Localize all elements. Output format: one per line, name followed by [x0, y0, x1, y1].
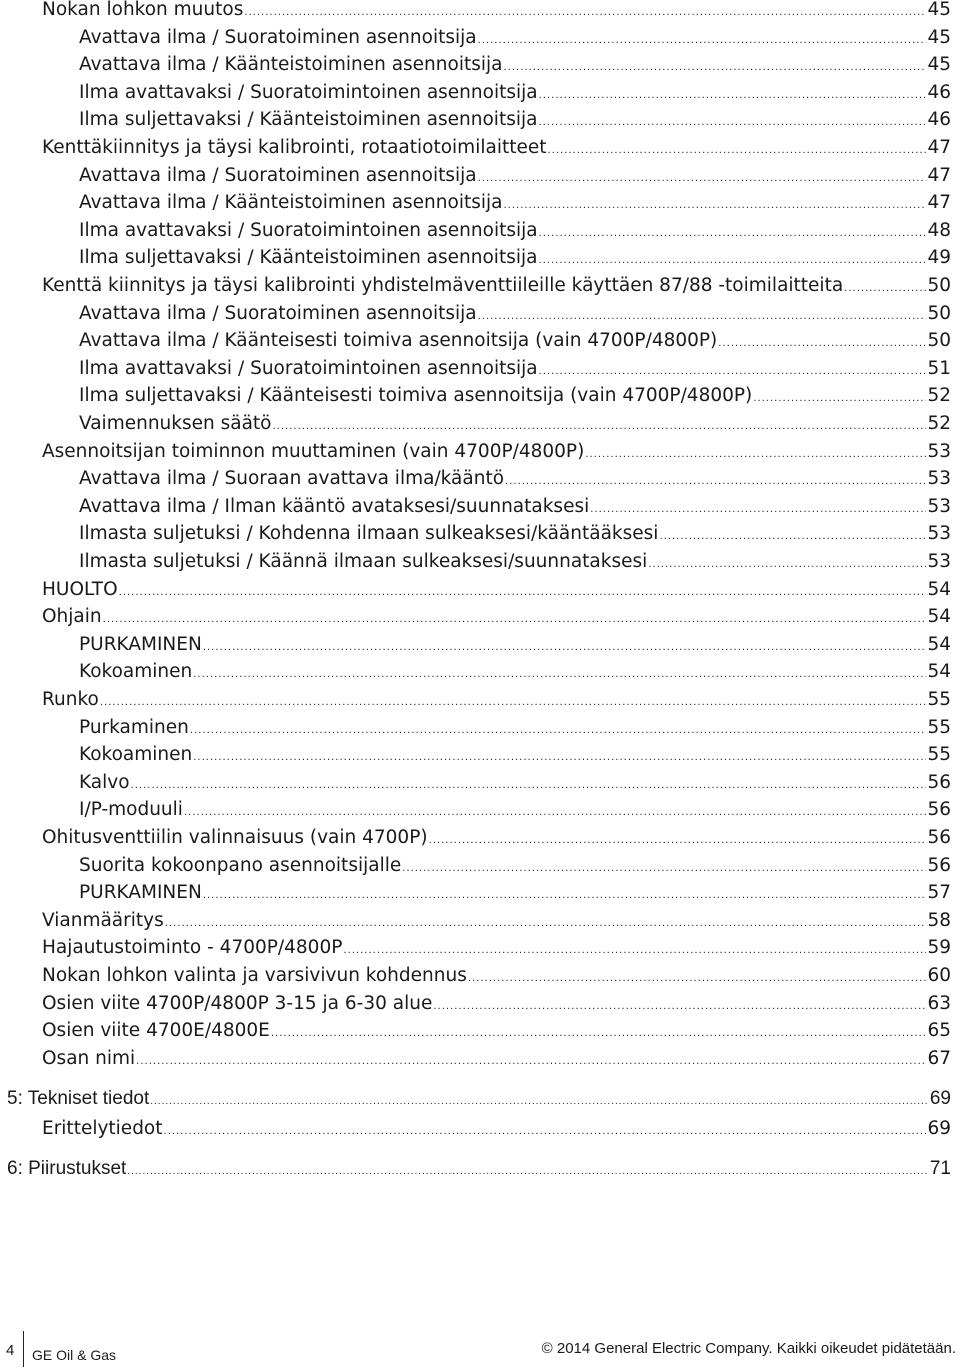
toc-entry-page: 56	[927, 771, 951, 793]
toc-entry[interactable]	[79, 495, 951, 522]
toc-entry[interactable]	[79, 219, 951, 246]
toc-dot-leader	[539, 360, 927, 384]
toc-entry-title: Kenttäkiinnitys ja täysi kalibrointi, rotaatiotoimilaitteet	[42, 137, 547, 158]
toc-entry[interactable]	[79, 246, 951, 273]
toc-entry[interactable]	[79, 164, 951, 191]
toc-entry[interactable]	[79, 26, 951, 53]
toc-entry-title: Avattava ilma / Suoratoiminen asennoitsija	[79, 302, 477, 324]
toc-entry-page: 54	[927, 633, 951, 655]
toc-entry-page: 46	[927, 81, 951, 103]
toc-entry-page: 56	[927, 799, 951, 821]
toc-dot-leader	[193, 746, 926, 770]
toc-dot-leader	[273, 415, 927, 439]
toc-entry-title: Ohitusventtiilin valinnaisuus (vain 4700P)	[42, 827, 428, 848]
toc-dot-leader	[505, 470, 926, 494]
toc-entry[interactable]	[79, 467, 951, 494]
toc-entry[interactable]	[7, 1087, 951, 1114]
toc-dot-leader	[468, 967, 927, 991]
toc-entry-title: PURKAMINEN	[79, 633, 202, 655]
toc-entry[interactable]	[79, 302, 951, 329]
toc-entry-page: 54	[927, 661, 951, 683]
toc-dot-leader	[503, 194, 926, 218]
toc-entry[interactable]	[42, 0, 951, 25]
toc-dot-leader	[547, 139, 926, 163]
toc-dot-leader	[659, 525, 926, 549]
toc-dot-leader	[119, 581, 927, 605]
toc-entry-title: Erittelytiedot	[42, 1117, 163, 1139]
toc-entry[interactable]	[79, 743, 951, 770]
toc-dot-leader	[590, 498, 926, 522]
toc-dot-leader	[478, 29, 927, 53]
toc-entry-title: Avattava ilma / Suoratoiminen asennoitsija	[79, 164, 477, 186]
toc-entry[interactable]	[79, 81, 951, 108]
toc-entry-page: 47	[927, 192, 951, 214]
toc-entry-title: Kokoaminen	[79, 744, 193, 766]
toc-entry-title: HUOLTO	[42, 578, 118, 600]
toc-entry-title: Kokoaminen	[79, 661, 193, 683]
toc-dot-leader	[203, 636, 927, 660]
toc-entry-title: Ilma suljettavaksi / Käänteistoiminen asennoitsija	[79, 247, 538, 269]
toc-entry[interactable]	[42, 1117, 951, 1144]
toc-entry-page: 50	[927, 330, 951, 352]
toc-dot-leader	[539, 84, 927, 108]
toc-dot-leader	[150, 1090, 929, 1114]
toc-entry[interactable]	[42, 274, 951, 301]
toc-entry-page: 52	[927, 385, 951, 407]
toc-entry[interactable]	[7, 1157, 951, 1184]
toc-entry[interactable]	[79, 412, 951, 439]
toc-entry-page: 53	[927, 523, 951, 545]
toc-dot-leader	[844, 277, 926, 301]
toc-entry[interactable]	[79, 357, 951, 384]
toc-entry-title: Avattava ilma / Suoraan avattava ilma/kääntö	[79, 468, 505, 490]
toc-dot-leader	[718, 332, 926, 356]
toc-dot-leader	[433, 995, 926, 1019]
toc-dot-leader	[127, 1160, 929, 1184]
toc-entry[interactable]	[42, 136, 951, 163]
toc-entry-title: PURKAMINEN	[79, 882, 202, 904]
toc-entry-page: 49	[927, 247, 951, 269]
toc-dot-leader	[203, 884, 927, 908]
toc-entry[interactable]	[79, 384, 951, 411]
toc-entry-title: Kalvo	[79, 771, 130, 793]
toc-entry-title: Nokan lohkon muutos	[42, 0, 244, 20]
toc-dot-leader	[343, 939, 926, 963]
toc-entry-title: Ilma avattavaksi / Suoratoimintoinen asennoitsija	[79, 357, 538, 379]
toc-dot-leader	[165, 912, 927, 936]
toc-entry-title: Osien viite 4700E/4800E	[42, 1020, 270, 1042]
toc-entry-page: 45	[927, 26, 951, 48]
toc-dot-leader	[402, 857, 926, 881]
toc-entry-title: Asennoitsijan toiminnon muuttaminen (vain 4700P/4800P)	[42, 440, 585, 462]
toc-entry-page: 57	[927, 882, 951, 904]
toc-entry[interactable]	[42, 1047, 951, 1074]
toc-entry[interactable]	[79, 53, 951, 80]
toc-dot-leader	[136, 1050, 926, 1074]
toc-dot-leader	[193, 663, 926, 687]
toc-dot-leader	[478, 167, 927, 191]
toc-entry-title: Avattava ilma / Ilman kääntö avataksesi/suunnataksesi	[79, 495, 590, 517]
toc-entry-page: 46	[927, 109, 951, 131]
toc-entry[interactable]	[42, 826, 951, 853]
toc-entry-title: Avattava ilma / Käänteistoiminen asennoitsija	[79, 192, 503, 214]
toc-entry-page: 69	[929, 1087, 951, 1109]
toc-entry-page: 48	[927, 219, 951, 241]
toc-entry-page: 56	[927, 854, 951, 876]
toc-entry[interactable]	[79, 191, 951, 218]
toc-entry-page: 59	[927, 937, 951, 959]
toc-entry-title: Vaimennuksen säätö	[79, 413, 272, 434]
toc-entry-title: Ilmasta suljetuksi / Kohdenna ilmaan sulkeaksesi/kääntääksesi	[79, 523, 659, 545]
toc-dot-leader	[538, 249, 926, 273]
toc-entry[interactable]	[79, 716, 951, 743]
footer-divider	[23, 1331, 24, 1367]
toc-entry-page: 45	[927, 0, 951, 20]
page-number: 4	[6, 1342, 15, 1359]
toc-entry-page: 56	[927, 827, 951, 848]
toc-entry[interactable]	[42, 909, 951, 936]
toc-entry-page: 69	[927, 1117, 951, 1139]
toc-entry[interactable]	[42, 936, 951, 963]
toc-dot-leader	[648, 553, 926, 577]
toc-entry-title: Nokan lohkon valinta ja varsivivun kohdennus	[42, 965, 467, 986]
toc-dot-leader	[503, 56, 926, 80]
toc-entry-title: I/P-moduuli	[79, 799, 183, 821]
toc-entry-page: 47	[927, 137, 951, 158]
toc-entry-page: 60	[927, 965, 951, 986]
toc-entry-page: 53	[927, 495, 951, 517]
toc-entry-page: 53	[927, 440, 951, 462]
toc-entry-page: 50	[927, 302, 951, 324]
toc-entry-title: Ilma suljettavaksi / Käänteistoiminen asennoitsija	[79, 109, 538, 131]
toc-entry-title: Suorita kokoonpano asennoitsijalle	[79, 854, 402, 876]
toc-dot-leader	[184, 801, 927, 825]
toc-dot-leader	[753, 387, 926, 411]
toc-entry[interactable]	[79, 329, 951, 356]
toc-entry-title: Ilmasta suljetuksi / Käännä ilmaan sulkeaksesi/suunnataksesi	[79, 551, 648, 572]
toc-entry-page: 55	[927, 744, 951, 766]
toc-dot-leader	[585, 443, 926, 467]
toc-entry-title: Ilma suljettavaksi / Käänteisesti toimiva asennoitsija (vain 4700P/4800P)	[79, 385, 753, 407]
toc-entry-title: Osan nimi	[42, 1047, 136, 1069]
toc-entry[interactable]	[42, 992, 951, 1019]
toc-entry-page: 63	[927, 992, 951, 1014]
page-footer	[0, 1330, 960, 1368]
toc-entry-title: Runko	[42, 689, 99, 710]
toc-entry-title: Avattava ilma / Käänteisesti toimiva asennoitsija (vain 4700P/4800P)	[79, 330, 718, 352]
toc-entry-title: Osien viite 4700P/4800P 3-15 ja 6-30 alue	[42, 992, 433, 1014]
toc-dot-leader	[244, 1, 926, 25]
toc-entry[interactable]	[79, 660, 951, 687]
toc-entry[interactable]	[79, 798, 951, 825]
toc-entry-title: Hajautustoiminto - 4700P/4800P	[42, 937, 343, 959]
toc-entry-page: 47	[927, 164, 951, 186]
toc-entry[interactable]	[79, 771, 951, 798]
toc-entry-title: 6: Piirustukset	[7, 1157, 127, 1179]
toc-entry-title: Purkaminen	[79, 716, 189, 738]
toc-entry-title: Vianmääritys	[42, 909, 164, 931]
toc-dot-leader	[131, 774, 927, 798]
toc-entry[interactable]	[79, 881, 951, 908]
toc-entry[interactable]	[42, 605, 951, 632]
toc-entry-page: 65	[927, 1020, 951, 1042]
toc-entry-page: 55	[927, 716, 951, 738]
toc-entry-title: 5: Tekniset tiedot	[7, 1087, 150, 1109]
toc-entry-title: Ilma avattavaksi / Suoratoimintoinen asennoitsija	[79, 219, 538, 241]
toc-entry-title: Avattava ilma / Suoratoiminen asennoitsija	[79, 26, 477, 48]
toc-dot-leader	[103, 608, 927, 632]
toc-dot-leader	[429, 829, 927, 853]
toc-dot-leader	[164, 1120, 927, 1144]
toc-entry-page: 45	[927, 54, 951, 76]
toc-entry-page: 53	[927, 551, 951, 572]
toc-entry[interactable]	[79, 522, 951, 549]
toc-dot-leader	[271, 1022, 927, 1046]
toc-entry[interactable]	[79, 550, 951, 577]
toc-entry-title: Ilma avattavaksi / Suoratoimintoinen asennoitsija	[79, 81, 538, 103]
toc-entry[interactable]	[42, 578, 951, 605]
toc-entry[interactable]	[42, 440, 951, 467]
toc-entry-title: Ohjain	[42, 606, 102, 628]
toc-entry[interactable]	[42, 964, 951, 991]
toc-dot-leader	[190, 719, 927, 743]
toc-entry[interactable]	[42, 688, 951, 715]
toc-entry-page: 71	[929, 1157, 951, 1179]
toc-entry-page: 58	[927, 909, 951, 931]
toc-entry[interactable]	[79, 633, 951, 660]
toc-entry-title: Kenttä kiinnitys ja täysi kalibrointi yhdistelmäventtiileille käyttäen 87/88 -toimilaitteita	[42, 275, 844, 296]
toc-dot-leader	[100, 691, 927, 715]
toc-entry-title: Avattava ilma / Käänteistoiminen asennoitsija	[79, 54, 503, 76]
toc-dot-leader	[478, 305, 927, 329]
toc-entry[interactable]	[79, 108, 951, 135]
toc-entry[interactable]	[79, 854, 951, 881]
toc-entry-page: 55	[927, 689, 951, 710]
toc-entry-page: 53	[927, 468, 951, 490]
brand-name: GE Oil & Gas	[32, 1347, 117, 1363]
copyright-notice: © 2014 General Electric Company. Kaikki oikeudet pidätetään.	[541, 1340, 956, 1357]
toc-entry[interactable]	[42, 1019, 951, 1046]
toc-entry-page: 51	[927, 357, 951, 379]
toc-dot-leader	[538, 111, 926, 135]
toc-entry-page: 54	[927, 578, 951, 600]
toc-entry-page: 52	[927, 413, 951, 434]
toc-entry-page: 67	[927, 1047, 951, 1069]
toc-entry-page: 54	[927, 606, 951, 628]
toc-entry-page: 50	[927, 275, 951, 296]
toc-dot-leader	[539, 222, 927, 246]
